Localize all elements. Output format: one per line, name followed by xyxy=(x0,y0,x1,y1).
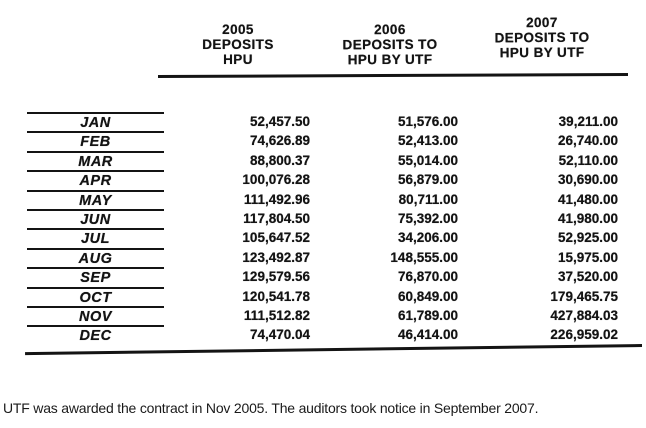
value-2006-cell: 52,413.00 xyxy=(397,133,458,149)
month-cell: JUN xyxy=(27,209,164,230)
value-2007-cell: 179,465.75 xyxy=(550,288,618,304)
month-cell: MAY xyxy=(27,190,164,211)
table-row xyxy=(0,228,646,247)
column-year: 2007 xyxy=(526,14,558,31)
month-cell: SEP xyxy=(27,267,164,288)
month-cell: OCT xyxy=(27,287,164,308)
value-2006-cell: 55,014.00 xyxy=(397,152,458,168)
value-2005-cell: 129,579.56 xyxy=(242,269,310,285)
table-row xyxy=(0,248,646,267)
value-2005-cell: 100,076.28 xyxy=(242,172,310,188)
value-2005-cell: 111,512.82 xyxy=(243,307,310,323)
column-label-line3: HPU BY UTF xyxy=(347,51,433,68)
value-2007-cell: 41,480.00 xyxy=(557,191,618,207)
value-2007-cell: 26,740.00 xyxy=(557,133,618,149)
value-2007-cell: 226,959.02 xyxy=(550,327,618,343)
month-cell: NOV xyxy=(27,306,164,327)
value-2007-cell: 15,975.00 xyxy=(557,249,618,265)
column-label-line3: HPU BY UTF xyxy=(499,44,585,61)
column-label-line2: DEPOSITS xyxy=(202,37,274,52)
column-header-2006 xyxy=(314,22,466,68)
table-row xyxy=(0,131,646,150)
month-cell: AUG xyxy=(27,248,164,269)
value-2005-cell: 111,492.96 xyxy=(243,191,310,207)
table-row xyxy=(0,170,646,189)
month-cell: JUL xyxy=(27,228,164,249)
table-row xyxy=(0,267,646,286)
value-2006-cell: 75,392.00 xyxy=(397,210,458,226)
column-label-line2: DEPOSITS TO xyxy=(342,36,438,53)
table-row xyxy=(0,287,646,306)
table-row xyxy=(0,325,646,344)
column-label-line2: DEPOSITS TO xyxy=(494,29,590,46)
month-cell: JAN xyxy=(27,112,164,133)
value-2006-cell: 80,711.00 xyxy=(398,191,458,207)
table-row xyxy=(0,209,646,228)
value-2005-cell: 123,492.87 xyxy=(242,249,310,265)
value-2007-cell: 37,520.00 xyxy=(557,269,618,285)
value-2006-cell: 76,870.00 xyxy=(397,269,458,285)
value-2006-cell: 148,555.00 xyxy=(390,249,458,265)
deposits-table xyxy=(0,112,646,345)
value-2007-cell: 41,980.00 xyxy=(557,210,618,226)
column-year: 2005 xyxy=(222,22,254,37)
caption-text: UTF was awarded the contract in Nov 2005. The auditors took notice in September 2007. xyxy=(3,400,539,416)
value-2006-cell: 60,849.00 xyxy=(397,288,458,304)
value-2005-cell: 74,470.04 xyxy=(249,327,310,343)
value-2005-cell: 88,800.37 xyxy=(249,152,310,168)
value-2007-cell: 30,690.00 xyxy=(557,172,618,188)
table-row xyxy=(0,306,646,325)
month-cell: DEC xyxy=(27,325,164,346)
header-rule xyxy=(158,73,628,78)
month-cell: MAR xyxy=(27,151,164,172)
value-2005-cell: 120,541.78 xyxy=(242,288,310,304)
value-2006-cell: 34,206.00 xyxy=(397,230,458,246)
value-2006-cell: 56,879.00 xyxy=(397,172,458,188)
table-row xyxy=(0,190,646,209)
table-row xyxy=(0,112,646,131)
value-2006-cell: 46,414.00 xyxy=(397,327,458,343)
column-label-line3: HPU xyxy=(223,52,253,67)
value-2005-cell: 74,626.89 xyxy=(249,133,310,149)
column-header-2005 xyxy=(162,22,314,67)
value-2007-cell: 52,925.00 xyxy=(557,230,618,246)
value-2007-cell: 427,884.03 xyxy=(550,307,618,323)
value-2006-cell: 61,789.00 xyxy=(397,307,458,323)
value-2005-cell: 105,647.52 xyxy=(242,230,310,246)
column-year: 2006 xyxy=(374,21,406,38)
value-2005-cell: 117,804.50 xyxy=(243,210,310,226)
value-2007-cell: 39,211.00 xyxy=(558,114,618,129)
month-cell: FEB xyxy=(27,131,164,152)
month-cell: APR xyxy=(27,170,164,191)
table-row xyxy=(0,151,646,170)
value-2007-cell: 52,110.00 xyxy=(558,152,618,168)
value-2005-cell: 52,457.50 xyxy=(249,114,310,129)
value-2006-cell: 51,576.00 xyxy=(397,114,458,129)
column-header-2007 xyxy=(464,14,620,60)
